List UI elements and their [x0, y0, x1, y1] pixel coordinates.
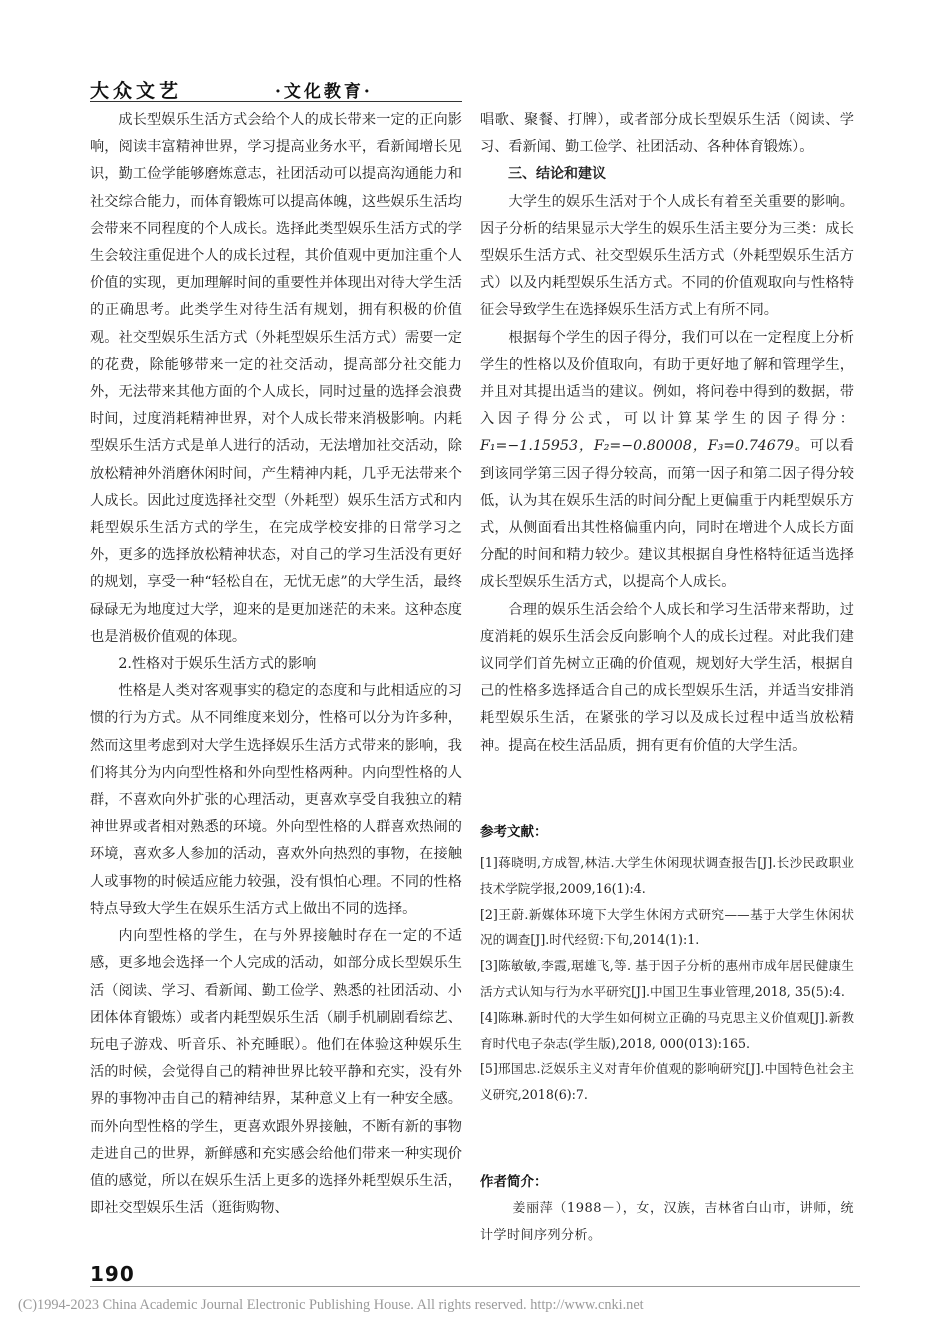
- page-number: 190: [90, 1262, 135, 1286]
- body-paragraph: 大学生的娱乐生活对于个人成长有着至关重要的影响。因子分析的结果显示大学生的娱乐生活主要分为三类：成长型娱乐生活方式、社交型娱乐生活方式（外耗型娱乐生活方式）以及内耗型娱乐生活方式。不同的价值观取向与性格特征会导致学生在选择娱乐生活方式上有所不同。: [480, 193, 854, 319]
- section-name: ·文化教育·: [275, 82, 373, 102]
- footer-rule: [90, 1286, 860, 1287]
- body-paragraph: 内向型性格的学生，在与外界接触时存在一定的不适感，更多地会选择一个人完成的活动，如部分成长型娱乐生活（阅读、学习、看新闻、勤工俭学、熟悉的社团活动、小团体体育锻炼）或者内耗型娱乐生活（刷手机刷剧看综艺、玩电子游戏、听音乐、补充睡眠）。他们在体验这种娱乐生活的时候，会觉得自己的精神世界比较平静和充实，没有外界的事物冲击自己的精神结界，某种意义上有一种安全感。而外向型性格的学生，更喜欢跟外界接触，不断有新的事物走进自己的世界，新鲜感和充实感会给他们带来一种实现价值的感觉，所以在娱乐生活上更多的选择外耗型娱乐生活，即社交型娱乐生活（逛街购物、: [90, 928, 462, 1217]
- body-paragraph: 合理的娱乐生活会给个人成长和学习生活带来帮助，过度消耗的娱乐生活会反向影响个人的成长过程。对此我们建议同学们首先树立正确的价值观，规划好大学生活，根据自己的性格多选择适合自己的成长型娱乐生活，并适当安排消耗型娱乐生活，在紧张的学习以及成长过程中适当放松精神。提高在校生活品质，拥有更有价值的大学生活。: [480, 601, 854, 754]
- references-title: 参考文献：: [480, 824, 548, 840]
- paragraph-text: 根据每个学生的因子得分，我们可以在一定程度上分析学生的性格以及价值取向，有助于更好地了解和管理学生，并且对其提出适当的建议。例如，将问卷中得到的数据，带入因子得分公式，可以计算某学生的因子得分：: [480, 329, 854, 428]
- body-paragraph: 成长型娱乐生活方式会给个人的成长带来一定的正向影响，阅读丰富精神世界，学习提高业务水平，看新闻增长见识，勤工俭学能够磨炼意志，社团活动可以提高沟通能力和社交综合能力，而体育锻炼可以提高体魄，这些娱乐生活均会带来不同程度的个人成长。选择此类型娱乐生活方式的学生会较注重促进个人的成长过程，其价值观中更加注重个人价值的实现，更加理解时间的重要性并体现出对待大学生活的正确思考。此类学生对待生活有规划，拥有积极的价值观。社交型娱乐生活方式（外耗型娱乐生活方式）需要一定的花费，除能够带来一定的社交活动，提高部分社交能力外，无法带来其他方面的个人成长，同时过量的选择会浪费时间，过度消耗精神世界，对个人成长带来消极影响。内耗型娱乐生活方式是单人进行的活动，无法增加社交活动，除放松精神外消磨休闲时间，产生精神内耗，几乎无法带来个人成长。因此过度选择社交型（外耗型）娱乐生活方式和内耗型娱乐生活方式的学生，在完成学校安排的日常学习之外，更多的选择放松精神状态，对自己的学习生活没有更好的规划，享受一种“轻松自在，无忧无虑”的大学生活，最终碌碌无为地度过大学，迎来的是更加迷茫的未来。这种态度也是消极价值观的体现。: [90, 112, 462, 645]
- header-rule: [90, 101, 462, 102]
- reference-item: [1]蒋晓明,方成智,林洁.大学生休闲现状调查报告[J].长沙民政职业技术学院学报,2009,16(1):4.: [480, 855, 854, 896]
- references-list: [480, 850, 854, 1108]
- paragraph-text: 。可以看到该同学第三因子得分较高，而第一因子和第二因子得分较低，认为其在娱乐生活的时间分配上更偏重于内耗型娱乐方式，从侧面看出其性格偏重内向，同时在增进个人成长方面分配的时间和精力较少。建议其根据自身性格特征适当选择成长型娱乐生活方式，以提高个人成长。: [480, 438, 854, 591]
- factor-score-formula: F₁=−1.15953，F₂=−0.80008，F₃=0.74679: [480, 438, 794, 455]
- body-paragraph: [480, 325, 854, 597]
- reference-item: [5]邢国忠.泛娱乐主义对青年价值观的影响研究[J].中国特色社会主义研究,2018(6):7.: [480, 1061, 854, 1103]
- author-bio-text: 姜丽萍（1988－），女，汉族，吉林省白山市，讲师，统计学时间序列分析。: [480, 1201, 854, 1243]
- page-header: [90, 76, 870, 104]
- journal-name: 大众文艺: [90, 80, 183, 102]
- right-column: [480, 107, 854, 760]
- reference-item: [3]陈敏敏,李霞,琚雄飞,等. 基于因子分析的惠州市成年居民健康生活方式认知与行为水平研究[J].中国卫生事业管理,2018, 35(5):4.: [480, 958, 854, 999]
- author-bio-title: 作者简介：: [480, 1174, 548, 1190]
- reference-item: [4]陈琳.新时代的大学生如何树立正确的马克思主义价值观[J].新教育时代电子杂志(学生版),2018, 000(013):165.: [480, 1009, 854, 1051]
- left-column: [90, 107, 462, 1222]
- section-heading: 三、结论和建议: [508, 166, 606, 183]
- body-paragraph: 性格是人类对客观事实的稳定的态度和与此相适应的习惯的行为方式。从不同维度来划分，性格可以分为许多种，然而这里考虑到对大学生选择娱乐生活方式带来的影响，我们将其分为内向型性格和外向型性格两种。内向型性格的人群，不喜欢向外扩张的心理活动，更喜欢享受自我独立的精神世界或者相对熟悉的环境。外向型性格的人群喜欢热闹的环境，喜欢多人参加的活动，喜欢外向热烈的事物，在接触人或事物的时候适应能力较强，没有惧怕心理。不同的性格特点导致大学生在娱乐生活方式上做出不同的选择。: [90, 683, 462, 917]
- reference-item: [2]王蔚.新媒体环境下大学生休闲方式研究——基于大学生休闲状况的调查[J].时代经贸:下旬,2014(1):1.: [480, 906, 854, 948]
- body-paragraph: 唱歌、聚餐、打牌），或者部分成长型娱乐生活（阅读、学习、看新闻、勤工俭学、社团活动、各种体育锻炼）。: [480, 112, 854, 156]
- subsection-heading: 2.性格对于娱乐生活方式的影响: [118, 656, 317, 673]
- copyright-notice: (C)1994-2023 China Academic Journal Electronic Publishing House. All rights reserved. http://www.cnki.net: [18, 1297, 644, 1313]
